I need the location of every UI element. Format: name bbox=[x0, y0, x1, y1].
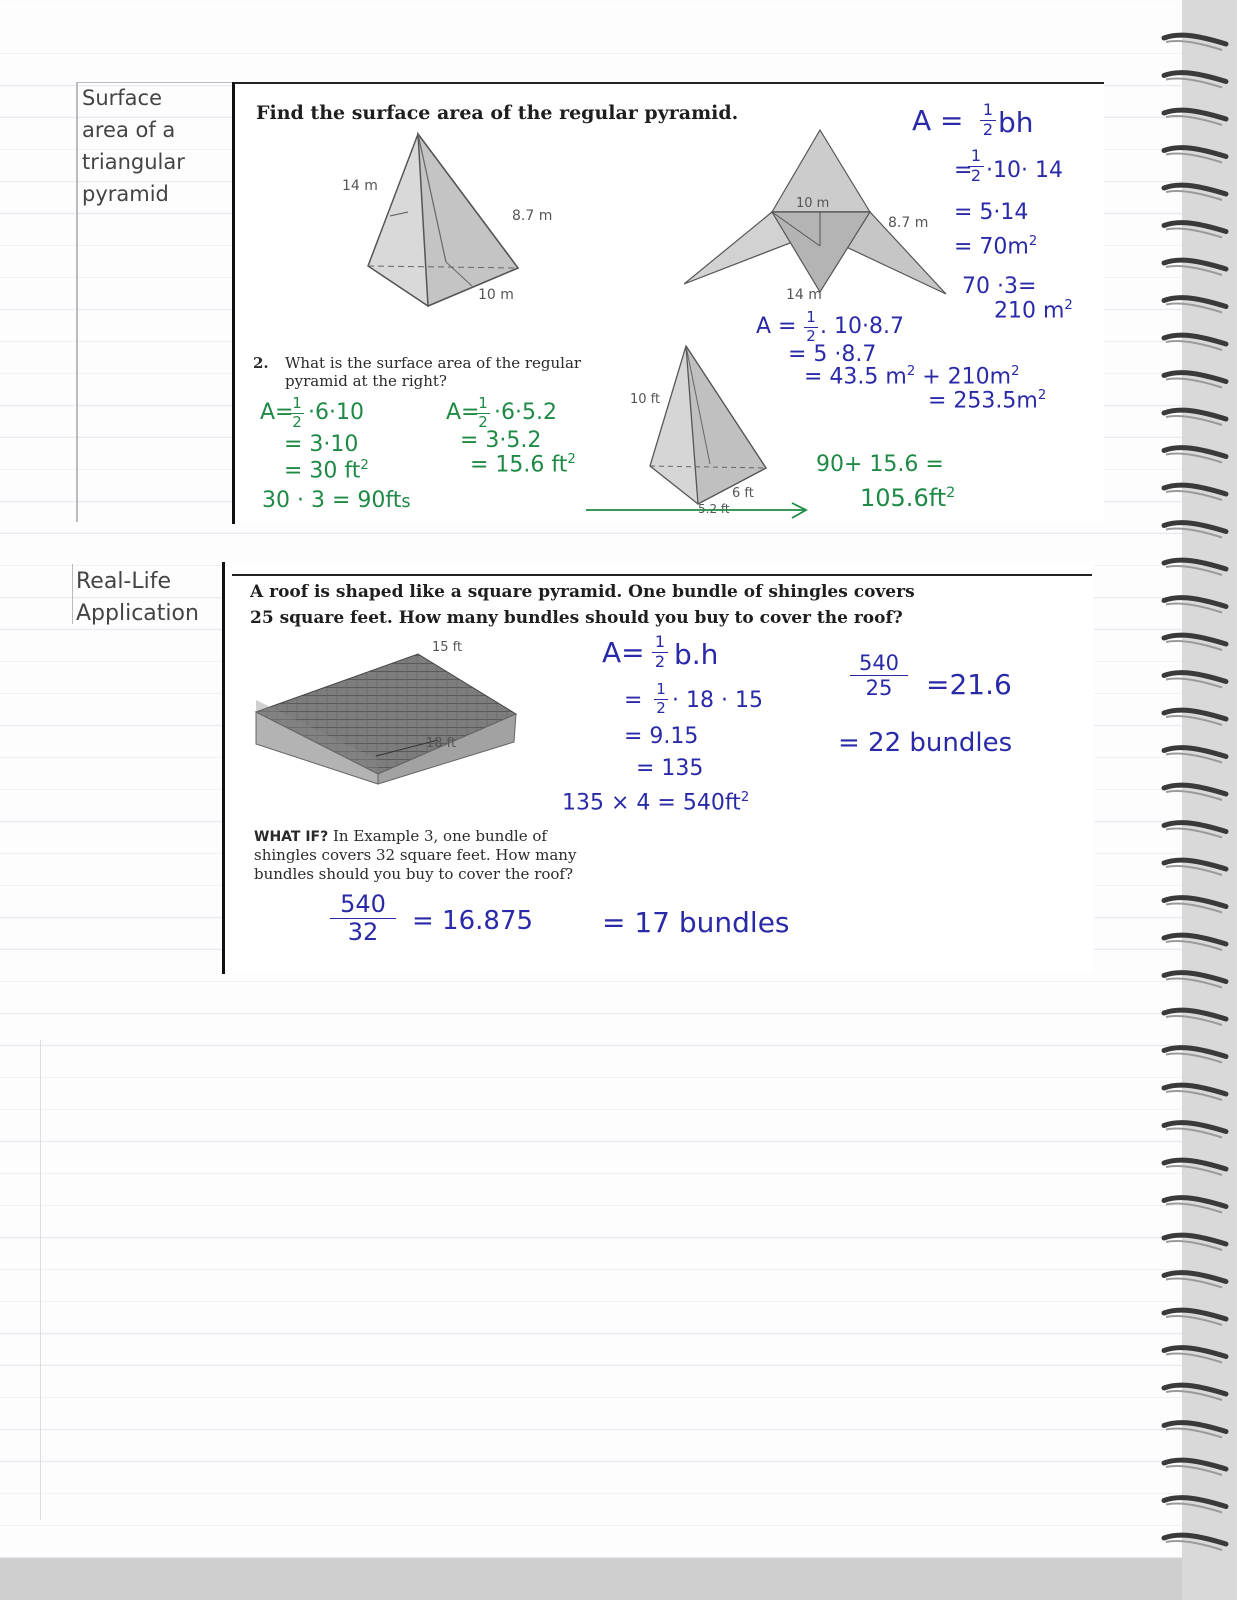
roof-hw-frac-2: 1 2 bbox=[654, 682, 668, 717]
hw-green-a1: ·6·10 bbox=[308, 400, 364, 425]
pyramid-height-label: 8.7 m bbox=[512, 208, 553, 224]
roof-side-label: 18 ft bbox=[426, 736, 457, 751]
hw-green-frac-b: 1 2 bbox=[476, 396, 490, 431]
hw-line8: = 5 ·8.7 bbox=[788, 342, 877, 367]
pyramid-slant-label: 14 m bbox=[342, 178, 378, 194]
spiral-binding bbox=[1160, 20, 1237, 1560]
roof-hw-bundles-answer: = 22 bundles bbox=[838, 728, 1013, 758]
roof-hw-bundle-fraction: 540 25 bbox=[850, 652, 908, 699]
problem2-height-label: 10 ft bbox=[630, 392, 661, 407]
net-bottom-label: 14 m bbox=[786, 287, 822, 303]
roof-diagram bbox=[252, 648, 520, 788]
section1-label: Surface area of a triangular pyramid bbox=[82, 86, 185, 206]
section1-divider bbox=[232, 82, 235, 524]
hw-line9: = 43.5 $m^2 + 210m^2$ bbox=[804, 364, 1020, 390]
hw-green-a4: 30 · 3 = 90fts bbox=[262, 488, 411, 513]
roof-hw-l1-pre: A= bbox=[602, 636, 645, 669]
margin-line bbox=[40, 1040, 41, 1520]
hw-eq-sign: = bbox=[954, 158, 973, 183]
hw-green-frac-a: 1 2 bbox=[290, 396, 304, 431]
roof-hw-l5: $135 \times 4 = 540ft^2$ bbox=[562, 790, 750, 816]
problem2-base-label: 5.2 ft bbox=[698, 502, 730, 516]
roof-hw-l3: = 9.15 bbox=[624, 724, 699, 749]
roof-hw-l2: · 18 · 15 bbox=[672, 688, 763, 713]
hw-line2: ·10· 14 bbox=[986, 158, 1063, 183]
whatif-hw-fraction: 540 32 bbox=[330, 892, 396, 945]
hw-area-formula: A = bbox=[912, 104, 964, 137]
hw-green-a3: = 30 $ft^2$ bbox=[284, 458, 369, 484]
roof-hw-bundle-result: =21.6 bbox=[926, 668, 1012, 701]
whatif-hw-result: = 16.875 bbox=[412, 906, 534, 936]
whatif-hw-answer: = 17 bundles bbox=[602, 906, 790, 939]
roof-hw-l4: = 135 bbox=[636, 756, 704, 781]
section1-top-rule bbox=[234, 82, 1104, 84]
hw-line6: 210 $m^2$ bbox=[994, 298, 1073, 324]
roof-hw-frac-1: 1 2 bbox=[652, 634, 668, 671]
roof-hw-l1: b.h bbox=[674, 638, 719, 671]
net-top-label: 10 m bbox=[796, 196, 830, 211]
roof-hw-l2-pre: = bbox=[624, 688, 643, 713]
problem2-number: 2. bbox=[253, 354, 269, 372]
hw-line10: = $253.5m^2$ bbox=[928, 388, 1047, 414]
roof-problem-title-2: 25 square feet. How many bundles should you buy to cover the roof? bbox=[250, 608, 903, 628]
section2-label: Real-Life Application bbox=[76, 569, 199, 626]
whatif-text-1: WHAT IF? In Example 3, one bundle of bbox=[254, 827, 547, 845]
problem2-side-label: 6 ft bbox=[732, 486, 754, 501]
hw-green-b2: = 3·5.2 bbox=[460, 428, 542, 453]
triangular-pyramid-diagram bbox=[360, 128, 530, 310]
roof-problem-title-1: A roof is shaped like a square pyramid. One bundle of shingles covers bbox=[250, 582, 915, 602]
hw-green-arrow bbox=[584, 500, 812, 522]
hw-green-c1: 90+ 15.6 = bbox=[816, 452, 944, 477]
whatif-text-2: shingles covers 32 square feet. How many bbox=[254, 846, 577, 864]
section2-top-rule bbox=[232, 574, 1092, 576]
hw-green-c2: $105.6ft^2$ bbox=[860, 484, 956, 512]
roof-slant-label: 15 ft bbox=[432, 640, 463, 655]
hw-area-formula-vars: bh bbox=[998, 106, 1034, 139]
hw-fraction-half-2: 1 2 bbox=[968, 148, 984, 185]
net-side-label: 8.7 m bbox=[888, 215, 929, 231]
hw-line7: . 10·8.7 bbox=[820, 314, 904, 339]
label-frame-line bbox=[76, 82, 78, 522]
section2-divider bbox=[222, 562, 225, 974]
hw-green-a-pre: A= bbox=[260, 400, 294, 425]
whatif-text-3: bundles should you buy to cover the roof? bbox=[254, 865, 574, 883]
problem2-text-2: pyramid at the right? bbox=[285, 372, 447, 390]
pyramid-base-label: 10 m bbox=[478, 287, 514, 303]
hw-green-a2: = 3·10 bbox=[284, 432, 359, 457]
hw-fraction-half: 1 2 bbox=[980, 102, 996, 139]
hw-green-b-pre: A= bbox=[446, 400, 480, 425]
hw-line7-pre: A = bbox=[756, 314, 797, 339]
problem2-text-1: What is the surface area of the regular bbox=[285, 354, 582, 372]
problem1-title: Find the surface area of the regular pyramid. bbox=[256, 102, 739, 124]
hw-green-b3: = 15.6 $ft^2$ bbox=[470, 452, 576, 478]
page-bottom-edge bbox=[0, 1558, 1182, 1600]
hw-green-b1: ·6·5.2 bbox=[494, 400, 557, 425]
label2-frame-line bbox=[72, 564, 73, 624]
hw-fraction-half-3: 1 2 bbox=[804, 310, 818, 345]
hw-line4: = $70m^2$ bbox=[954, 234, 1038, 260]
hw-line5: 70 ·3= bbox=[962, 274, 1037, 299]
hw-line3: = 5·14 bbox=[954, 200, 1029, 225]
label-frame-top bbox=[76, 82, 234, 83]
